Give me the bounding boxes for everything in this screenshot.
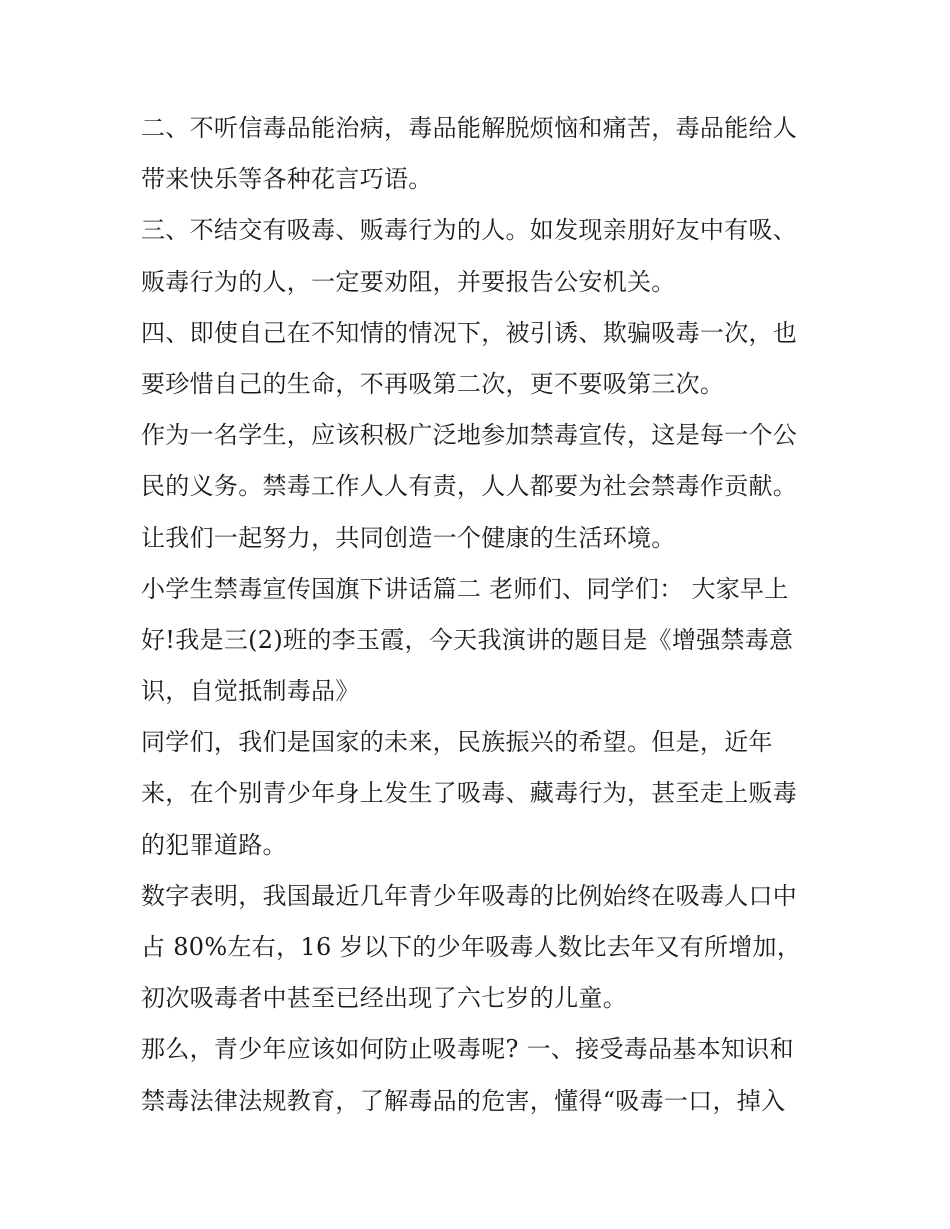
text-line: 四、即使自己在不知情的情况下，被引诱、欺骗吸毒一次，也 (141, 318, 798, 347)
text-line: 作为一名学生，应该积极广泛地参加禁毒宣传，这是每一个公 (141, 421, 798, 450)
text-line: 同学们，我们是国家的未来，民族振兴的希望。但是，近年 (141, 728, 773, 757)
text-line: 三、不结交有吸毒、贩毒行为的人。如发现亲朋好友中有吸、 (141, 216, 798, 245)
text-line: 数字表明，我国最近几年青少年吸毒的比例始终在吸毒人口中 (141, 881, 798, 910)
text-line: 好!我是三(2)班的李玉霞，今天我演讲的题目是《增强禁毒意 (141, 625, 794, 654)
text-line: 禁毒法律法规教育，了解毒品的危害，懂得“吸毒一口，掉入 (141, 1086, 786, 1115)
text-line: 小学生禁毒宣传国旗下讲话篇二 老师们、同学们： 大家早上 (141, 574, 789, 603)
text-line: 要珍惜自己的生命，不再吸第二次，更不要吸第三次。 (141, 369, 725, 398)
text-line: 的犯罪道路。 (141, 830, 287, 859)
text-line: 那么，青少年应该如何防止吸毒呢? 一、接受毒品基本知识和 (141, 1035, 794, 1064)
text-line: 带来快乐等各种花言巧语。 (141, 165, 433, 194)
text-line: 让我们一起努力，共同创造一个健康的生活环境。 (141, 523, 676, 552)
text-line: 二、不听信毒品能治病，毒品能解脱烦恼和痛苦，毒品能给人 (141, 114, 798, 142)
text-line: 初次吸毒者中甚至已经出现了六七岁的儿童。 (141, 984, 627, 1013)
text-line: 民的义务。禁毒工作人人有责，人人都要为社会禁毒作贡献。 (141, 472, 798, 501)
text-line: 贩毒行为的人，一定要劝阻，并要报告公安机关。 (141, 267, 676, 296)
text-line: 来，在个别青少年身上发生了吸毒、藏毒行为，甚至走上贩毒 (141, 779, 798, 808)
text-line: 占 80%左右，16 岁以下的少年吸毒人数比去年又有所增加， (141, 933, 802, 961)
text-line: 识，自觉抵制毒品》 (141, 677, 360, 706)
document-body (141, 103, 821, 1127)
